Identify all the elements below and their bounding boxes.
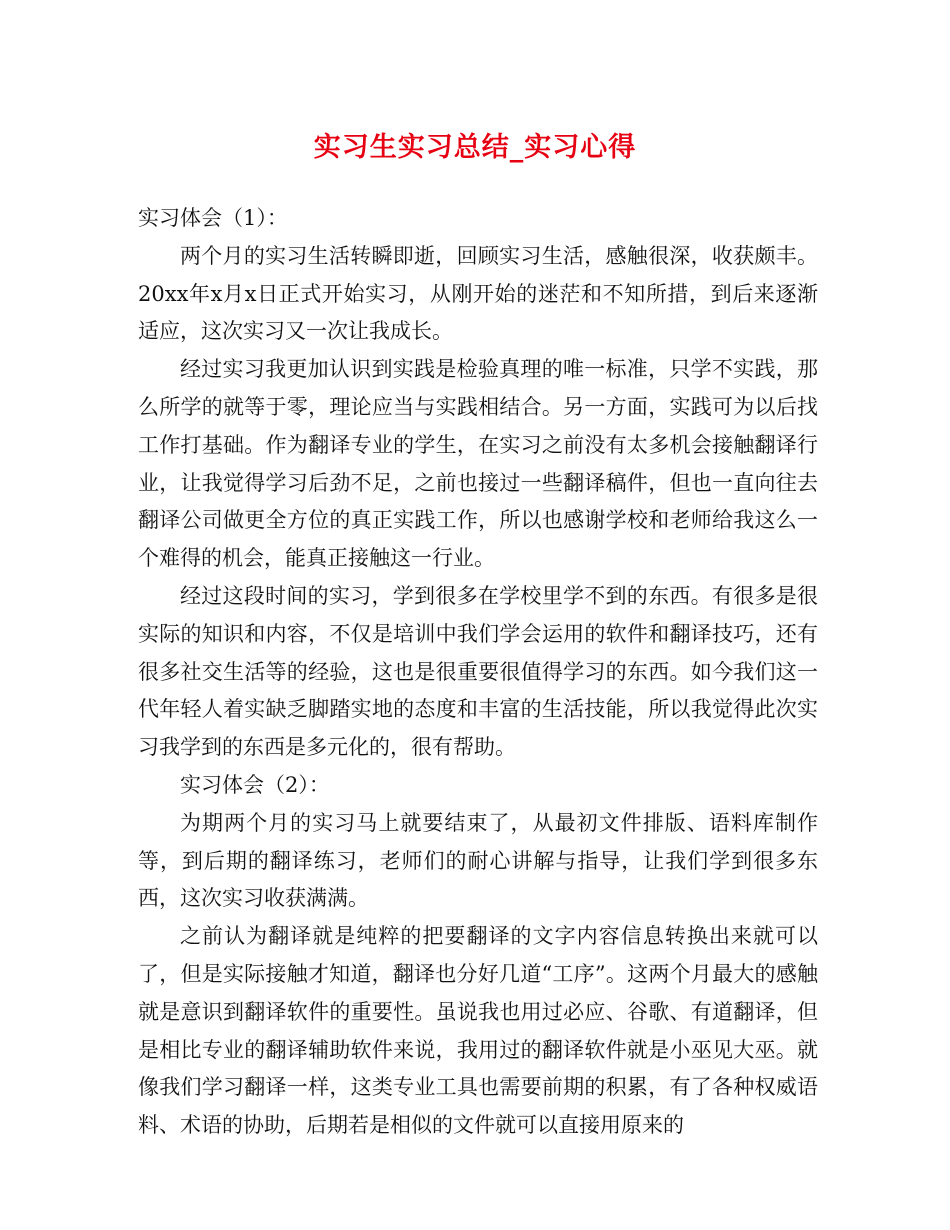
- paragraph: 为期两个月的实习马上就要结束了，从最初文件排版、语料库制作等，到后期的翻译练习，老师们的耐心讲解与指导，让我们学到很多东西，这次实习收获满满。: [138, 810, 818, 911]
- section-heading-1: 实习体会（1）：: [138, 206, 288, 230]
- document-body: [138, 200, 818, 1145]
- paragraph: 经过这段时间的实习，学到很多在学校里学不到的东西。有很多是很实际的知识和内容，不仅是培训中我们学会运用的软件和翻译技巧，还有很多社交生活等的经验，这也是很重要很值得学习的东西。如今我们这一代年轻人着实缺乏脚踏实地的态度和丰富的生活技能，所以我觉得此次实习我学到的东西是多元化的，很有帮助。: [138, 583, 818, 760]
- paragraph: 经过实习我更加认识到实践是检验真理的唯一标准，只学不实践，那么所学的就等于零，理论应当与实践相结合。另一方面，实践可为以后找工作打基础。作为翻译专业的学生，在实习之前没有太多机会接触翻译行业，让我觉得学习后劲不足，之前也接过一些翻译稿件，但也一直向往去翻译公司做更全方位的真正实践工作，所以也感谢学校和老师给我这么一个难得的机会，能真正接触这一行业。: [138, 357, 818, 571]
- section-heading-2: 实习体会（2）：: [180, 772, 330, 797]
- paragraph: 两个月的实习生活转瞬即逝，回顾实习生活，感触很深，收获颇丰。20xx年x月x日正式开始实习，从刚开始的迷茫和不知所措，到后来逐渐适应，这次实习又一次让我成长。: [138, 243, 818, 344]
- paragraph: 之前认为翻译就是纯粹的把要翻译的文字内容信息转换出来就可以了，但是实际接触才知道，翻译也分好几道“工序”。这两个月最大的感触就是意识到翻译软件的重要性。虽说我也用过必应、谷歌、有道翻译，但是相比专业的翻译辅助软件来说，我用过的翻译软件就是小巫见大巫。就像我们学习翻译一样，这类专业工具也需要前期的积累，有了各种权威语料、术语的协助，后期若是相似的文件就可以直接用原来的: [138, 924, 818, 1138]
- document-title: 实习生实习总结_实习心得: [313, 132, 637, 163]
